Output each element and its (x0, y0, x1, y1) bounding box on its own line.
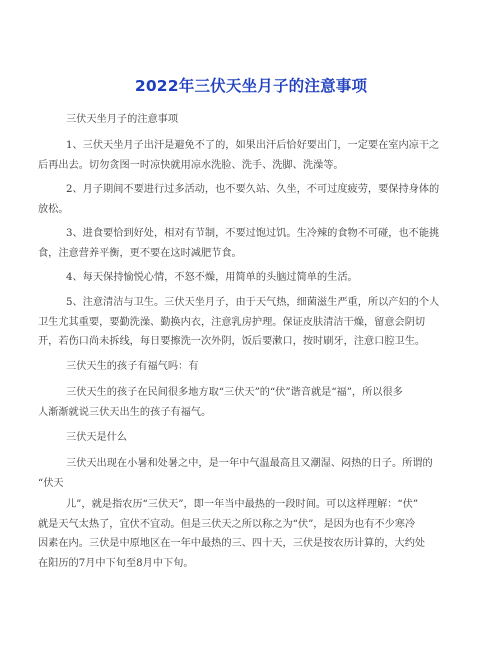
list-item-4 (62, 268, 444, 288)
text-line: 2、月子期间不要进行过多活动，也不要久站、久坐，不可过度疲劳，要保持身体的 (66, 184, 440, 195)
text-line: 1、三伏天坐月子出汗是避免不了的，如果出汗后恰好要出门，一定要在室内凉干之 (66, 140, 440, 151)
text-line: 儿”，就是指农历“三伏天”，即一年当中最热的一段时间。可以这样理解：“伏” (66, 499, 419, 510)
text-line: 3、进食要恰到好处，相对有节制，不要过饱过饥。生冷辣的食物不可碰，也不能挑 (66, 228, 440, 239)
list-item-3 (38, 224, 444, 263)
list-item-5 (38, 293, 444, 352)
text-line: “伏天 (38, 477, 64, 489)
text-line: 人渐渐就说三伏天出生的孩子有福气。 (38, 406, 212, 418)
text-line: 放松。 (38, 203, 69, 215)
text-line: 开，若伤口尚未拆线，每日要擦洗一次外阴，饭后要漱口，按时刷牙，注意口腔卫生。 (38, 336, 426, 347)
list-item-2 (38, 180, 444, 219)
text-line: 三伏天生的孩子在民间很多地方取“三伏天”的“伏”谐音就是“福”，所以很多 (66, 387, 403, 398)
text-line: 三伏天是什么 (66, 432, 128, 443)
paragraph-definition-2 (38, 495, 444, 573)
paragraph-definition-1 (38, 454, 444, 493)
text-line: 三伏天出现在小暑和处暑之中，是一年中气温最高且又潮湿、闷热的日子。所谓的 (66, 458, 433, 469)
text-line: 卫生尤其重要，要勤洗澡、勤换内衣，注意乳房护理。保证皮肤清洁干燥，留意会阴切 (38, 316, 426, 328)
section-heading-precautions (62, 110, 444, 130)
text-line: 4、每天保持愉悦心情，不怒不燥，用简单的头脑过简单的生活。 (66, 272, 358, 283)
text-line: 三伏天坐月子的注意事项 (66, 114, 179, 125)
section-heading-definition (62, 428, 444, 448)
section-heading-blessing (62, 357, 444, 377)
list-item-1 (38, 136, 444, 175)
text-line: 食，注意营养平衡，更不要在这时减肥节食。 (38, 247, 242, 259)
text-line: 因素在内。三伏是中原地区在一年中最热的三、四十天，三伏是按农历计算的，大约处 (38, 538, 426, 549)
text-line: 三伏天生的孩子有福气吗：有 (66, 361, 199, 372)
text-line: 在阳历的7月中下旬至8月中下旬。 (38, 557, 194, 569)
text-line: 后再出去。切勿贪图一时凉快就用凉水洗脸、洗手、洗脚、洗澡等。 (38, 159, 344, 171)
text-line: 5、注意清洁与卫生。三伏天坐月子，由于天气热，细菌滋生严重，所以产妇的个人 (66, 297, 440, 308)
paragraph-blessing (38, 383, 444, 422)
text-line: 就是天气太热了，宜伏不宜动。但是三伏天之所以称之为“伏”，是因为也有不少寒冷 (38, 518, 416, 530)
document-title: 2022年三伏天坐月子的注意事项 (134, 77, 368, 95)
